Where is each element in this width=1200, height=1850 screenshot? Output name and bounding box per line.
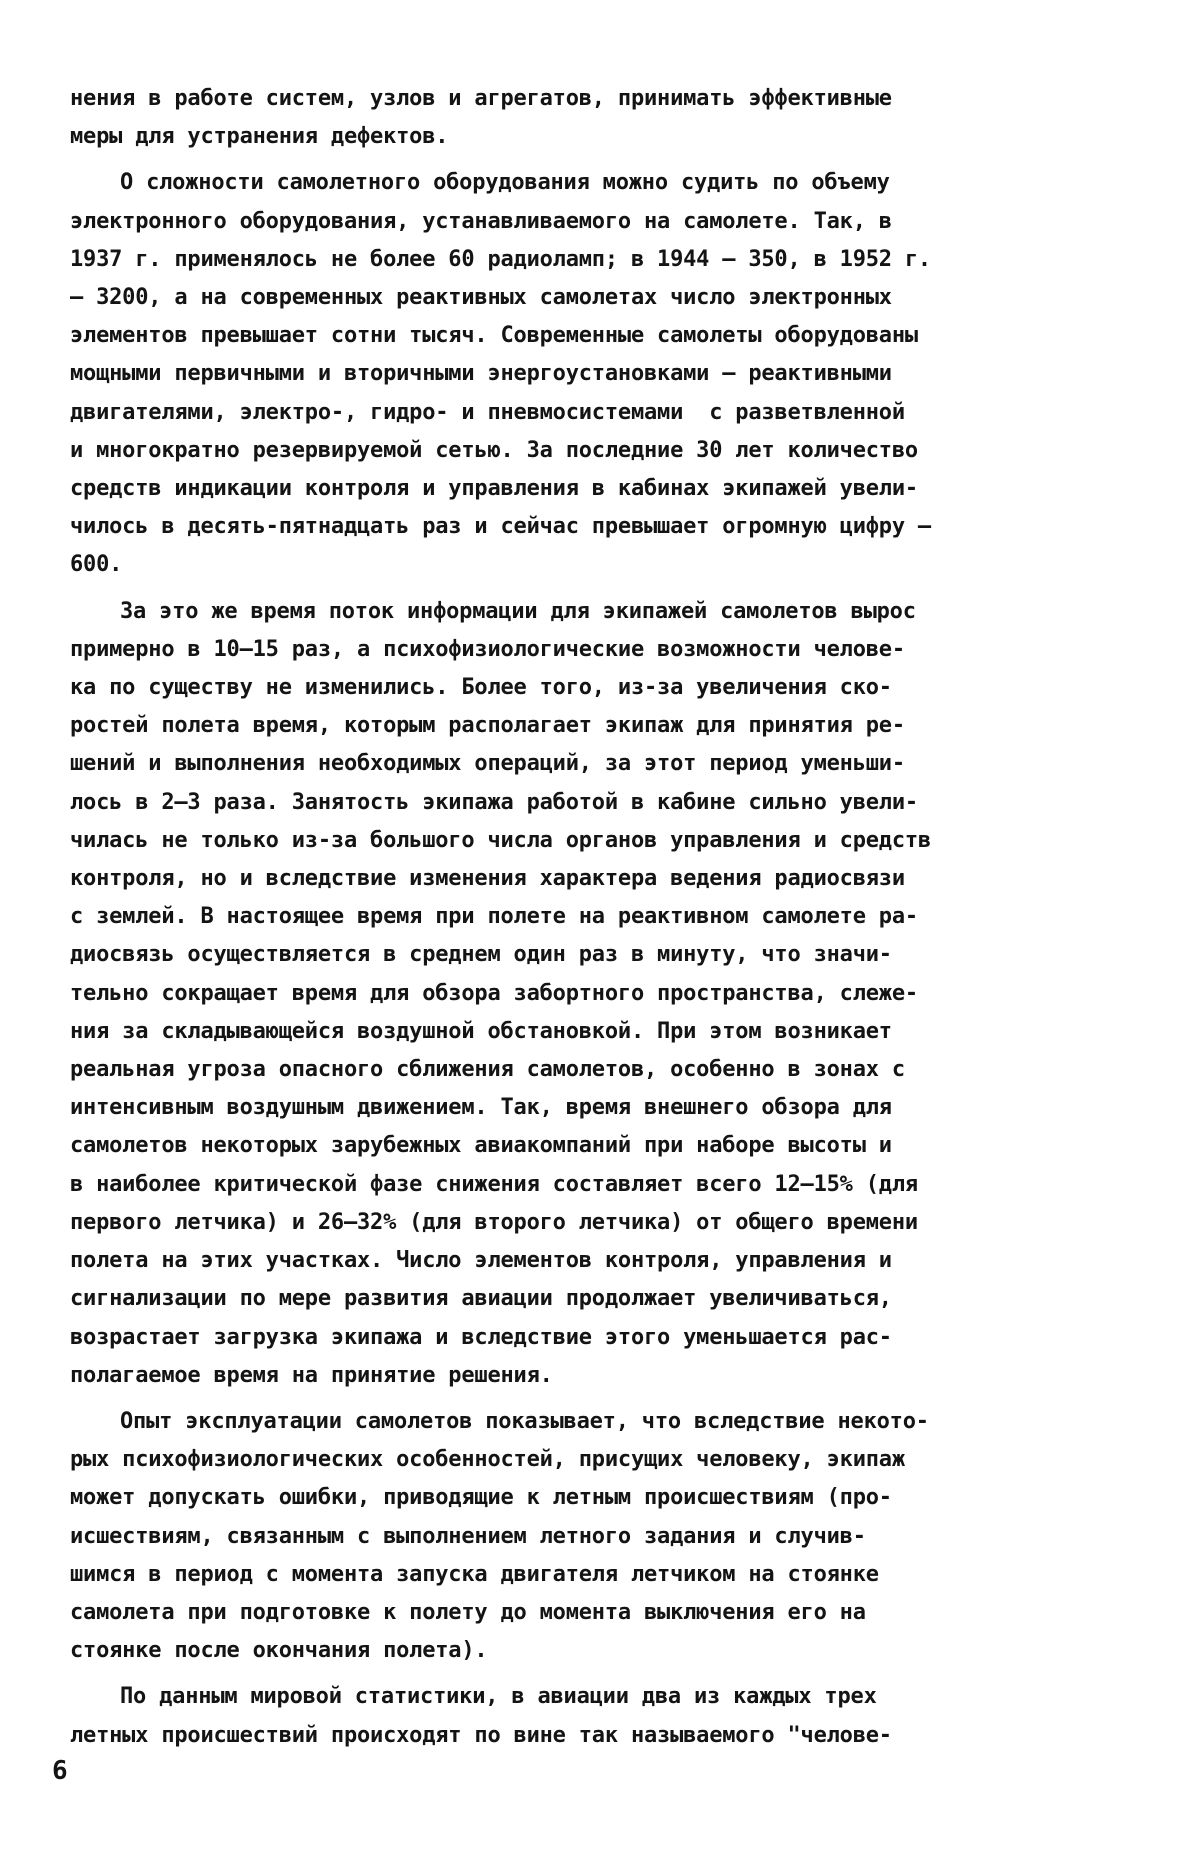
text-line: исшествиям, связанным с выполнением летного задания и случив- bbox=[70, 1523, 866, 1549]
paragraph bbox=[70, 80, 1110, 156]
text-line: электронного оборудования, устанавливаемого на самолете. Так, в bbox=[70, 208, 892, 234]
text-line: – 3200, а на современных реактивных самолетах число электронных bbox=[70, 285, 892, 311]
text-line: тельно сокращает время для обзора забортного пространства, слеже- bbox=[70, 980, 918, 1006]
text-line: рых психофизиологических особенностей, присущих человеку, экипаж bbox=[70, 1447, 905, 1473]
text-line: и многократно резервируемой сетью. За последние 30 лет количество bbox=[70, 437, 918, 463]
text-line: стоянке после окончания полета). bbox=[70, 1638, 488, 1664]
text-line: шимся в период с момента запуска двигателя летчиком на стоянке bbox=[70, 1561, 879, 1587]
text-line: шений и выполнения необходимых операций, за этот период уменьши- bbox=[70, 751, 905, 777]
text-line: сигнализации по мере развития авиации продолжает увеличиваться, bbox=[70, 1286, 892, 1312]
text-line: О сложности самолетного оборудования можно судить по объему bbox=[120, 170, 890, 196]
text-line: чилось в десять-пятнадцать раз и сейчас превышает огромную цифру – bbox=[70, 514, 931, 540]
text-line: меры для устранения дефектов. bbox=[70, 124, 449, 150]
text-line: в наиболее критической фазе снижения составляет всего 12–15% (для bbox=[70, 1171, 918, 1197]
text-line: ростей полета время, которым располагает экипаж для принятия ре- bbox=[70, 713, 905, 739]
text-line: полагаемое время на принятие решения. bbox=[70, 1362, 553, 1388]
text-line: лось в 2–3 раза. Занятость экипажа работой в кабине сильно увели- bbox=[70, 789, 918, 815]
text-line: контроля, но и вследствие изменения характера ведения радиосвязи bbox=[70, 866, 905, 892]
text-line: самолета при подготовке к полету до момента выключения его на bbox=[70, 1599, 866, 1625]
text-line: чилась не только из-за большого числа органов управления и средств bbox=[70, 827, 931, 853]
text-line: может допускать ошибки, приводящие к летным происшествиям (про- bbox=[70, 1485, 892, 1511]
text-line: примерно в 10–15 раз, а психофизиологические возможности челове- bbox=[70, 636, 905, 662]
text-line: Опыт эксплуатации самолетов показывает, что вследствие некото- bbox=[120, 1408, 929, 1434]
text-line: реальная угроза опасного сближения самолетов, особенно в зонах с bbox=[70, 1057, 905, 1083]
text-line: возрастает загрузка экипажа и вследствие этого уменьшается рас- bbox=[70, 1324, 892, 1350]
text-line: двигателями, электро-, гидро- и пневмосистемами с разветвленной bbox=[70, 399, 905, 425]
text-line: 600. bbox=[70, 552, 123, 578]
text-line: элементов превышает сотни тысяч. Современные самолеты оборудованы bbox=[70, 323, 918, 349]
text-line: нения в работе систем, узлов и агрегатов, принимать эффективные bbox=[70, 86, 892, 111]
text-line: самолетов некоторых зарубежных авиакомпаний при наборе высоты и bbox=[70, 1133, 892, 1159]
paragraph bbox=[70, 1678, 1110, 1754]
text-line: диосвязь осуществляется в среднем один раз в минуту, что значи- bbox=[70, 942, 892, 968]
text-line: По данным мировой статистики, в авиации два из каждых трех bbox=[120, 1684, 877, 1710]
text-line: 1937 г. применялось не более 60 радиоламп; в 1944 – 350, в 1952 г. bbox=[70, 246, 931, 272]
text-line: ка по существу не изменились. Более того, из-за увеличения ско- bbox=[70, 675, 892, 701]
text-line: полета на этих участках. Число элементов контроля, управления и bbox=[70, 1248, 892, 1274]
text-line: мощными первичными и вторичными энергоустановками – реактивными bbox=[70, 361, 892, 387]
paragraph bbox=[70, 1403, 1110, 1670]
text-line: первого летчика) и 26–32% (для второго летчика) от общего времени bbox=[70, 1209, 918, 1235]
text-line: ния за складывающейся воздушной обстановкой. При этом возникает bbox=[70, 1018, 892, 1044]
text-line: летных происшествий происходят по вине так называемого "челове- bbox=[70, 1722, 892, 1748]
paragraph bbox=[70, 593, 1110, 1395]
paragraph bbox=[70, 164, 1110, 584]
text-line: с землей. В настоящее время при полете на реактивном самолете ра- bbox=[70, 904, 918, 930]
body-text bbox=[70, 80, 1110, 1763]
text-line: За это же время поток информации для экипажей самолетов вырос bbox=[120, 598, 916, 624]
text-line: интенсивным воздушным движением. Так, время внешнего обзора для bbox=[70, 1095, 892, 1121]
text-line: средств индикации контроля и управления в кабинах экипажей увели- bbox=[70, 476, 918, 502]
page-number: 6 bbox=[52, 1756, 68, 1786]
